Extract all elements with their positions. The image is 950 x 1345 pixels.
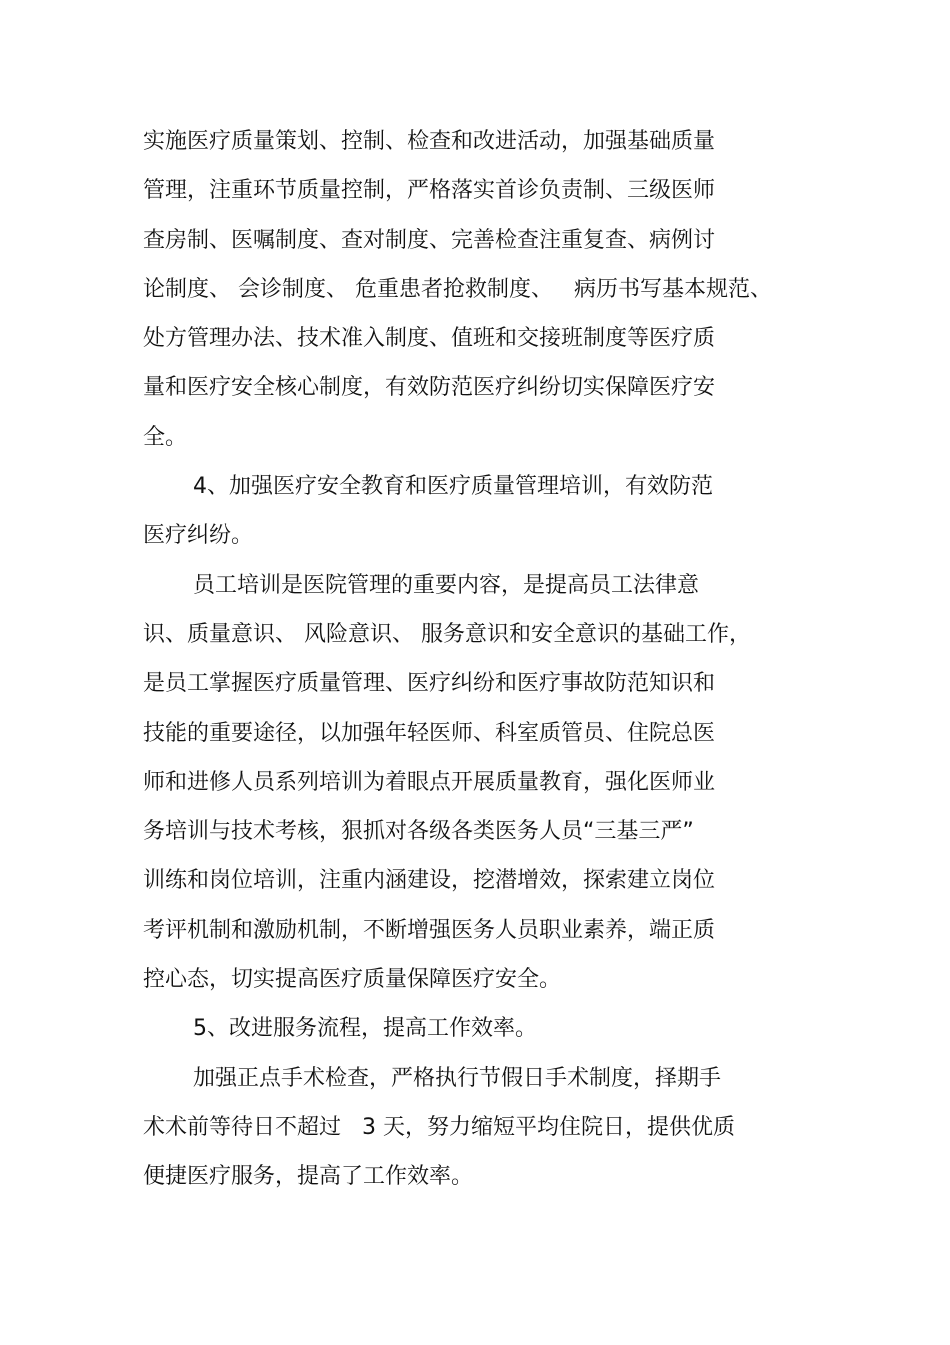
- text-line: 查房制、医嘱制度、查对制度、完善检查注重复查、病例讨: [143, 227, 716, 253]
- text-line: 是员工掌握医疗质量管理、医疗纠纷和医疗事故防范知识和: [143, 671, 716, 697]
- body-text: [143, 122, 843, 1207]
- text-line: 务培训与技术考核，狠抓对各级各类医务人员“三基三严”: [143, 819, 694, 845]
- text-line: 4、加强医疗安全教育和医疗质量管理培训，有效防范: [193, 474, 713, 500]
- text-line: 训练和岗位培训，注重内涵建设，挖潜增效，探索建立岗位: [143, 868, 716, 894]
- text-line: 加强正点手术检查，严格执行节假日手术制度，择期手: [193, 1065, 722, 1091]
- text-line: 技能的重要途径，以加强年轻医师、科室质管员、住院总医: [143, 720, 716, 746]
- text-line: 处方管理办法、技术准入制度、值班和交接班制度等医疗质: [143, 326, 716, 352]
- text-line: 便捷医疗服务，提高了工作效率。: [143, 1164, 474, 1190]
- text-line: 管理，注重环节质量控制，严格落实首诊负责制、三级医师: [143, 178, 716, 204]
- text-line: 识、质量意识、 风险意识、 服务意识和安全意识的基础工作，: [143, 621, 751, 647]
- text-line: 实施医疗质量策划、控制、检查和改进活动，加强基础质量: [143, 129, 716, 154]
- text-line: 5、改进服务流程，提高工作效率。: [193, 1016, 537, 1042]
- text-line: 全。: [143, 424, 188, 450]
- text-line: 控心态，切实提高医疗质量保障医疗安全。: [143, 967, 562, 993]
- text-line: 医疗纠纷。: [143, 523, 254, 549]
- text-line: 量和医疗安全核心制度，有效防范医疗纠纷切实保障医疗安: [143, 375, 716, 401]
- text-line: 术术前等待日不超过 3 天，努力缩短平均住院日，提供优质: [143, 1114, 735, 1140]
- text-line: 员工培训是医院管理的重要内容，是提高员工法律意: [193, 572, 700, 598]
- text-line: 考评机制和激励机制，不断增强医务人员职业素养，端正质: [143, 917, 716, 943]
- text-line: 师和进修人员系列培训为着眼点开展质量教育，强化医师业: [143, 769, 716, 795]
- text-line: 论制度、 会诊制度、 危重患者抢救制度、 病历书写基本规范、: [143, 276, 772, 302]
